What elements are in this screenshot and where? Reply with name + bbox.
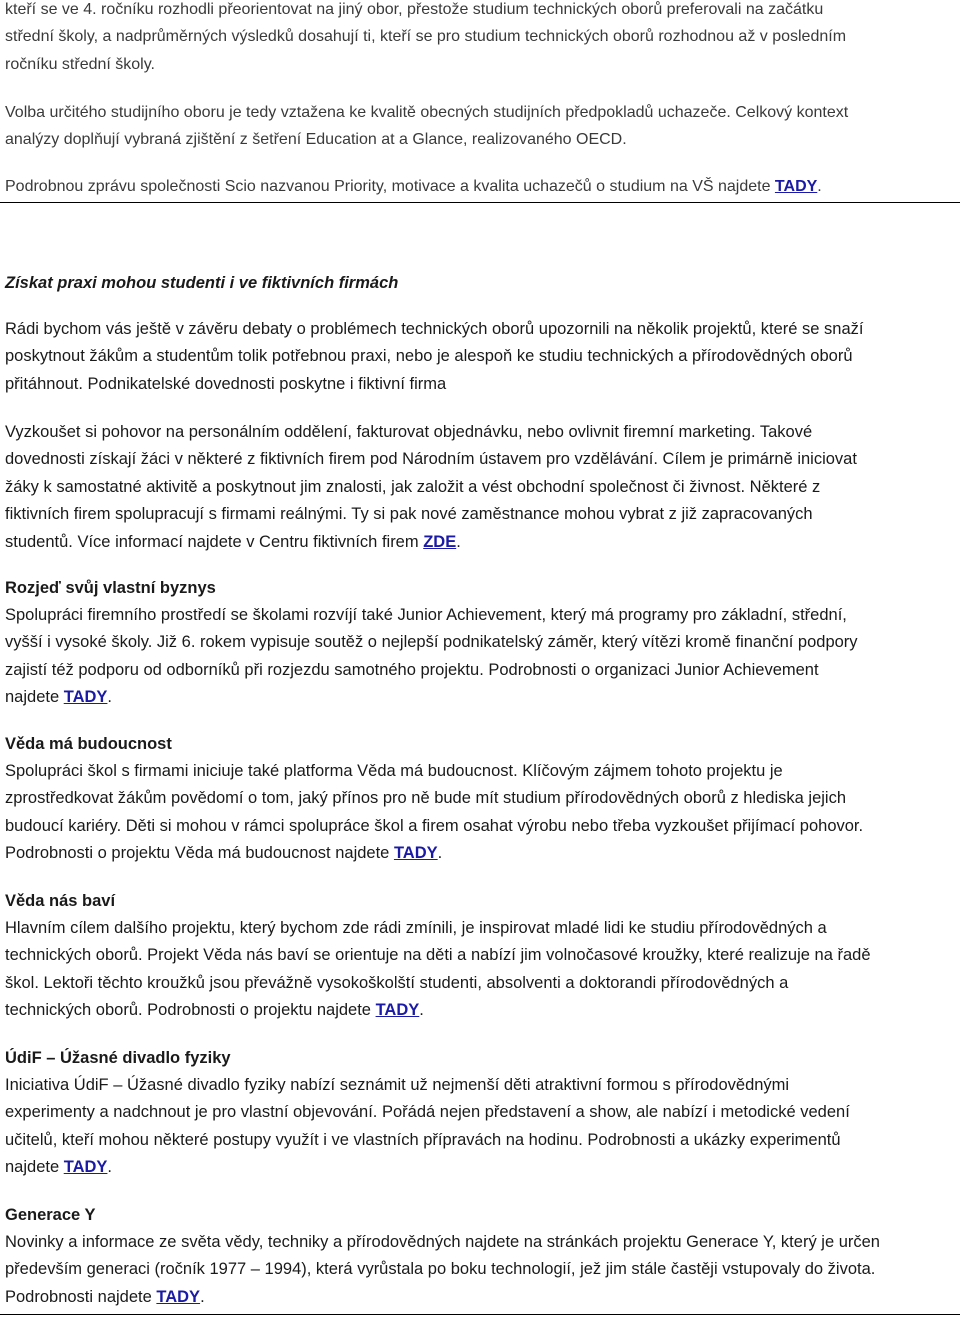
paragraph-tail: . xyxy=(200,1287,205,1306)
section-business xyxy=(5,575,955,712)
paragraph-line: Novinky a informace ze světa vědy, techniky a přírodovědných najdete na stránkách projektu Generace Y, který je určen xyxy=(5,1233,880,1251)
paragraph-line: budoucí kariéry. Děti si mohou v rámci spolupráce škol a firem osahat výrobu nebo třeba vyzkoušet přijímací pohovor. xyxy=(5,816,864,835)
paragraph-line: experimenty a nadchnout je pro vlastní objevování. Pořádá nejen představení a show, ale nabízí i metodické vedení xyxy=(5,1103,850,1122)
paragraph-line xyxy=(5,529,955,556)
section-physics-theatre xyxy=(5,1045,955,1182)
paragraph-line xyxy=(5,1284,955,1311)
paragraph-line: především generaci (ročník 1977 – 1994), která vyrůstala po boku technologií, jež jim stále častěji vstupovaly do života. xyxy=(5,1260,876,1279)
paragraph-line xyxy=(5,840,955,867)
section-heading: ÚdiF – Úžasné divadlo fyziky xyxy=(5,1049,231,1067)
science-future-link[interactable]: TADY xyxy=(393,844,438,863)
intro-paragraph xyxy=(5,0,955,78)
volba-line: analýzy doplňují vybraná zjištění z šetření Education at a Glance, realizovaného OECD. xyxy=(5,131,627,149)
paragraph-line xyxy=(5,997,955,1024)
paragraph-line xyxy=(5,1154,955,1181)
paragraph-line: žáky k samostatné aktivitě a poskytnout jim znalosti, jak založit a vést obchodní společnost či živnost. Některé z xyxy=(5,477,821,496)
generation-y-link[interactable]: TADY xyxy=(156,1287,201,1306)
section-heading: Generace Y xyxy=(5,1206,96,1224)
section-heading: Rozjeď svůj vlastní byznys xyxy=(5,579,216,597)
paragraph-line: učitelů, kteří mohou některé postupy využít i ve vlastních přípravách na hodinu. Podrobnosti a ukázky experimentů xyxy=(5,1130,841,1149)
scio-report-tail: . xyxy=(817,178,822,195)
paragraph-text: najdete xyxy=(5,1158,64,1177)
paragraph-line: Iniciativa ÚdiF – Úžasné divadlo fyziky nabízí seznámit už nejmenší děti atraktivní formou s přírodovědnými xyxy=(5,1076,790,1094)
divider-top xyxy=(0,202,960,203)
paragraph-text: Podrobnosti o projektu Věda má budoucnost najdete xyxy=(5,844,394,863)
section-heading: Věda má budoucnost xyxy=(5,735,172,753)
fictive-firms-link[interactable]: ZDE xyxy=(423,532,457,551)
paragraph-text: technických oborů. Podrobnosti o projektu najdete xyxy=(5,1001,376,1020)
paragraph-line: škol. Lektoři těchto kroužků jsou převážně vysokoškolští studenti, absolventi a doktorandi přírodovědných a xyxy=(5,973,789,992)
paragraph-tail: . xyxy=(419,1001,424,1020)
section-heading: Získat praxi mohou studenti i ve fiktivních firmách xyxy=(5,274,399,292)
fictive-firms-paragraph-2 xyxy=(5,419,955,556)
paragraph-line xyxy=(5,684,955,711)
paragraph-tail: . xyxy=(437,844,443,863)
volba-line: Volba určitého studijního oboru je tedy vztažena ke kvalitě obecných studijních předpokladů uchazeče. Celkový kontext xyxy=(5,104,849,121)
section-generation-y xyxy=(5,1202,955,1311)
scio-report-text: Podrobnou zprávu společnosti Scio nazvanou Priority, motivace a kvalita uchazečů o studium na VŠ najdete xyxy=(5,178,775,195)
paragraph-line: zajistí též podporu od odborníků při rozjezdu samotného projektu. Podrobnosti o organizaci Junior Achievement xyxy=(5,660,819,679)
paragraph-line: Hlavním cílem dalšího projektu, který bychom zde rádi zmínili, je inspirovat mladé lidi ke studiu přírodovědných a xyxy=(5,919,827,937)
paragraph-text: najdete xyxy=(5,688,64,707)
paragraph-line: vyšší i vysoké školy. Již 6. rokem vypisuje soutěž o nejlepší podnikatelský záměr, který vítězi kromě finanční podpory xyxy=(5,633,858,652)
paragraph-line: fiktivních firem spolupracují s firmami reálnými. Ty si pak nové zaměstnance mohou vybrat z již zapracovaných xyxy=(5,505,813,524)
junior-achievement-link[interactable]: TADY xyxy=(63,688,108,707)
paragraph-tail: . xyxy=(107,688,113,707)
intro-line: ročníku střední školy. xyxy=(5,55,155,73)
intro-line: střední školy, a nadprůměrných výsledků dosahují ti, kteří se pro studium technických oborů rozhodnou až v posledním xyxy=(5,28,847,46)
paragraph-line: Spolupráci firemního prostředí se školami rozvíjí také Junior Achievement, který má programy pro základní, střední, xyxy=(5,606,847,624)
paragraph-text: studentů. Více informací najdete v Centru fiktivních firem xyxy=(5,532,424,551)
paragraph-line: zprostředkovat žákům povědomí o tom, jaký přínos pro ně bude mít studium přírodovědných oborů z hlediska jejich xyxy=(5,789,847,808)
scio-report-paragraph xyxy=(5,173,955,200)
paragraph-line: Rádi bychom vás ještě v závěru debaty o problémech technických oborů upozornili na několik projektů, které se snaží xyxy=(5,320,864,338)
volba-paragraph xyxy=(5,99,955,154)
section-fictive-firms xyxy=(5,270,955,297)
paragraph-line: technických oborů. Projekt Věda nás baví se orientuje na děti a nabízí jim volnočasové kroužky, které realizuje na řadě xyxy=(5,946,871,965)
paragraph-line: přitáhnout. Podnikatelské dovednosti poskytne i fiktivní firma xyxy=(5,374,447,393)
scio-report-link[interactable]: TADY xyxy=(774,178,818,195)
paragraph-line: Spolupráci škol s firmami iniciuje také platforma Věda má budoucnost. Klíčovým zájmem tohoto projektu je xyxy=(5,762,783,780)
section-heading: Věda nás baví xyxy=(5,892,116,910)
section-science-future xyxy=(5,731,955,868)
physics-theatre-link[interactable]: TADY xyxy=(63,1158,108,1177)
paragraph-line: poskytnout žákům a studentům tolik potřebnou praxi, nebo je alespoň ke studiu technických a přírodovědných oborů xyxy=(5,347,853,366)
fictive-firms-paragraph-1 xyxy=(5,316,955,398)
paragraph-tail: . xyxy=(456,532,461,551)
science-fun-link[interactable]: TADY xyxy=(375,1001,420,1020)
divider-bottom xyxy=(0,1314,960,1315)
intro-line: kteří se ve 4. ročníku rozhodli přeorientovat na jiný obor, přestože studium technických oborů preferovali na začátku xyxy=(5,1,824,18)
paragraph-tail: . xyxy=(107,1158,113,1177)
paragraph-line: Vyzkoušet si pohovor na personálním oddělení, fakturovat objednávku, nebo ovlivnit firemní marketing. Takové xyxy=(5,423,813,441)
paragraph-text: Podrobnosti najdete xyxy=(5,1287,157,1306)
section-science-fun xyxy=(5,888,955,1025)
paragraph-line: dovednosti získají žáci v některé z fiktivních firem pod Národním ústavem pro vzdělávání. Cílem je primárně iniciovat xyxy=(5,450,857,469)
